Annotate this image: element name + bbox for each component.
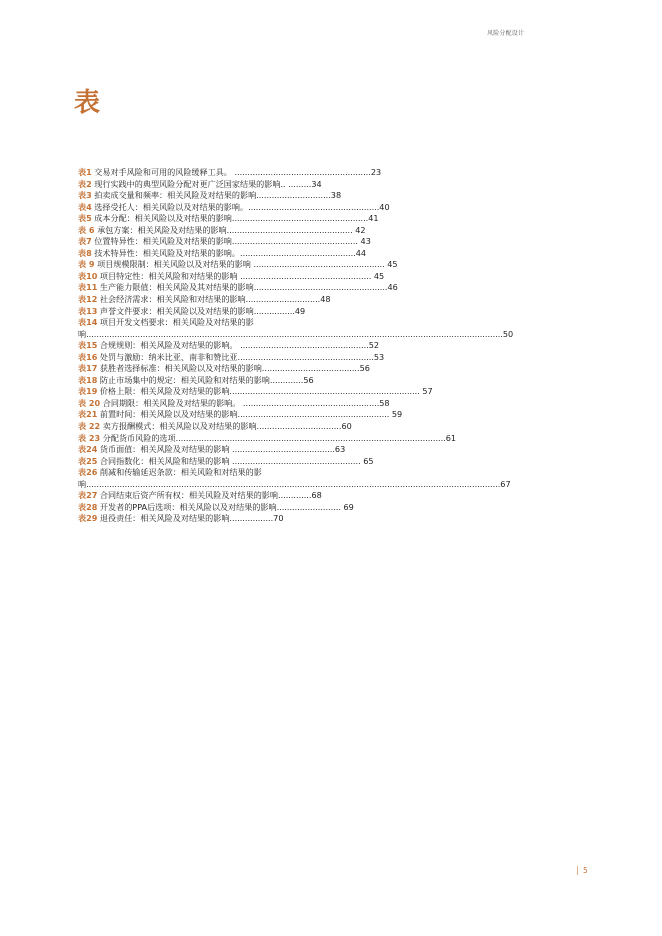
list-of-tables xyxy=(78,167,588,525)
toc-entry-title: 成本分配：相关风险以及对结果的影响.....................................................41 xyxy=(91,213,379,224)
toc-entry-label: 表10 xyxy=(78,270,98,281)
toc-entry-label: 表17 xyxy=(78,363,98,374)
toc-entry-title: 合同指数化：相关风险和结果的影响 .................................................. 65 xyxy=(97,455,374,466)
toc-entry-title: 合同期限：相关风险及对结果的影响。 .....................................................58 xyxy=(100,397,390,408)
toc-entry-title: 卖方报酬模式：相关风险以及对结果的影响.................................60 xyxy=(100,421,352,432)
toc-entry-label: 表13 xyxy=(78,305,98,316)
toc-entry[interactable] xyxy=(78,409,588,421)
toc-entry[interactable] xyxy=(78,456,588,468)
toc-entry[interactable] xyxy=(78,306,588,318)
toc-entry[interactable] xyxy=(78,398,588,410)
toc-entry[interactable] xyxy=(78,236,588,248)
toc-entry-label: 表 20 xyxy=(78,397,101,408)
toc-entry[interactable] xyxy=(78,225,588,237)
toc-entry-label: 表15 xyxy=(78,340,98,351)
toc-entry-title: 项目规模限制：相关风险以及对结果的影响 ................................................... 45 xyxy=(94,259,398,270)
toc-entry-label: 表2 xyxy=(78,178,92,189)
toc-entry[interactable] xyxy=(78,490,588,502)
toc-entry-title: 拍卖成交量和频率：相关风险及对结果的影响.............................38 xyxy=(91,190,342,201)
toc-entry[interactable] xyxy=(78,190,588,202)
toc-entry[interactable] xyxy=(78,179,588,191)
toc-entry-label: 表21 xyxy=(78,409,98,420)
toc-entry-label: 表11 xyxy=(78,282,98,293)
toc-entry-title: 承包方案：相关风险及对结果的影响................................................. 42 xyxy=(94,224,366,235)
toc-entry-title: 位置特异性：相关风险及对结果的影响................................................. 43 xyxy=(91,236,371,247)
toc-entry[interactable] xyxy=(78,467,588,490)
toc-entry-title: 声誉文件要求：相关风险以及对结果的影响................49 xyxy=(97,305,306,316)
toc-entry[interactable] xyxy=(78,433,588,445)
toc-entry-label: 表3 xyxy=(78,190,92,201)
toc-entry[interactable] xyxy=(78,340,588,352)
toc-entry-label: 表4 xyxy=(78,201,92,212)
toc-entry[interactable] xyxy=(78,271,588,283)
toc-entry-title: 社会经济需求：相关风险和对结果的影响.............................48 xyxy=(97,294,331,305)
toc-entry-title: 削减和传输延迟条款：相关风险和对结果的影响.................................................................................................................................................................67 xyxy=(78,467,511,489)
toc-entry-label: 表 22 xyxy=(78,421,101,432)
toc-entry-label: 表26 xyxy=(78,467,98,478)
toc-entry[interactable] xyxy=(78,421,588,433)
toc-entry-label: 表5 xyxy=(78,213,92,224)
toc-entry-label: 表8 xyxy=(78,247,92,258)
toc-entry[interactable] xyxy=(78,444,588,456)
toc-entry-label: 表19 xyxy=(78,386,98,397)
toc-entry[interactable] xyxy=(78,248,588,260)
toc-entry-label: 表25 xyxy=(78,455,98,466)
toc-entry[interactable] xyxy=(78,213,588,225)
toc-entry-label: 表1 xyxy=(78,167,92,177)
toc-entry[interactable] xyxy=(78,513,588,525)
toc-entry-title: 生产能力限值：相关风险及其对结果的影响....................................................46 xyxy=(97,282,398,293)
toc-entry-label: 表 9 xyxy=(78,259,95,270)
toc-entry[interactable] xyxy=(78,352,588,364)
toc-entry-label: 表7 xyxy=(78,236,92,247)
toc-entry-label: 表16 xyxy=(78,351,98,362)
toc-entry[interactable] xyxy=(78,167,588,179)
toc-entry-title: 项目特定性：相关风险和对结果的影响 ................................................... 45 xyxy=(97,270,385,281)
toc-entry-title: 技术特异性：相关风险及对结果的影响。.............................................44 xyxy=(91,247,367,258)
toc-entry-label: 表 6 xyxy=(78,224,95,235)
toc-entry[interactable] xyxy=(78,363,588,375)
toc-entry-label: 表12 xyxy=(78,294,98,305)
toc-entry-title: 项目开发文档要求：相关风险及对结果的影响..................................................................................................................................................................50 xyxy=(78,317,514,339)
toc-entry-label: 表24 xyxy=(78,444,98,455)
toc-entry[interactable] xyxy=(78,294,588,306)
toc-entry-label: 表 23 xyxy=(78,432,101,443)
toc-entry-label: 表28 xyxy=(78,501,98,512)
toc-entry-label: 表29 xyxy=(78,513,98,524)
toc-entry-label: 表18 xyxy=(78,374,98,385)
toc-entry-title: 合规规则：相关风险及对结果的影响。 ..................................................52 xyxy=(97,340,380,351)
toc-entry-title: 合同结束后资产所有权：相关风险及对结果的影响.............68 xyxy=(97,490,322,501)
toc-entry-title: 防止市场集中的规定：相关风险和对结果的影响.............56 xyxy=(97,374,314,385)
toc-entry-title: 选择受托人：相关风险以及对结果的影响。...................................................40 xyxy=(91,201,390,212)
toc-entry[interactable] xyxy=(78,317,588,340)
toc-entry-title: 处罚与激励：纳米比亚、南非和赞比亚.....................................................53 xyxy=(97,351,385,362)
toc-entry-title: 价格上限：相关风险及对结果的影响.......................................................................... 57 xyxy=(97,386,433,397)
toc-entry-title: 货币面值：相关风险及对结果的影响 ........................................63 xyxy=(97,444,346,455)
toc-entry-title: 交易对手风险和可用的风险缓释工具。 .....................................................23 xyxy=(91,167,382,177)
toc-entry-title: 分配货币风险的选项.........................................................................................................61 xyxy=(100,432,457,443)
toc-entry-title: 获胜者选择标准：相关风险以及对结果的影响......................................56 xyxy=(97,363,370,374)
page-heading: 表 xyxy=(74,88,101,118)
toc-entry-title: 现行实践中的典型风险分配对更广泛国家结果的影响.. .........34 xyxy=(91,178,322,189)
toc-entry[interactable] xyxy=(78,259,588,271)
toc-entry[interactable] xyxy=(78,386,588,398)
toc-entry-label: 表14 xyxy=(78,317,98,328)
toc-entry-title: 开发者的PPA后选项：相关风险以及对结果的影响......................... 69 xyxy=(97,501,354,512)
toc-entry-label: 表27 xyxy=(78,490,98,501)
toc-entry[interactable] xyxy=(78,375,588,387)
running-header: 风险分配设计 xyxy=(487,30,525,37)
toc-entry[interactable] xyxy=(78,502,588,514)
page-number: 5 xyxy=(577,866,588,875)
toc-entry-title: 退役责任：相关风险及对结果的影响.................70 xyxy=(97,513,284,524)
toc-entry[interactable] xyxy=(78,282,588,294)
toc-entry-title: 前置时间：相关风险以及对结果的影响........................................................... 59 xyxy=(97,409,403,420)
toc-entry[interactable] xyxy=(78,202,588,214)
